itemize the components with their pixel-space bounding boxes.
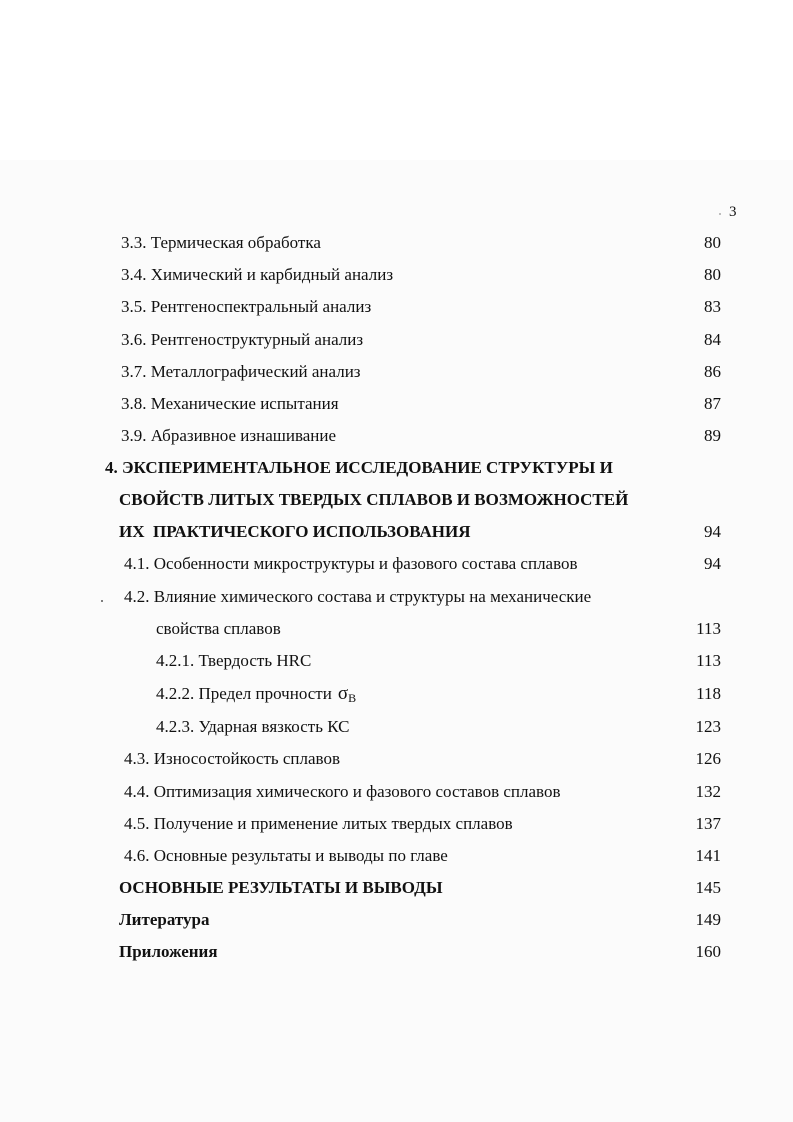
toc-entry-4-2-line1: 4.2. Влияние химического состава и структуры на механические [124, 587, 592, 606]
toc-chapter-4-line3: ИХ ПРАКТИЧЕСКОГО ИСПОЛЬЗОВАНИЯ [119, 522, 471, 541]
toc-entry-4-5: 4.5. Получение и применение литых твердых сплавов [124, 814, 513, 833]
toc-literature: Литература [119, 910, 210, 929]
toc-page-4-3: 126 [695, 749, 721, 768]
toc-page-appendices: 160 [695, 942, 721, 961]
toc-entry-4-6: 4.6. Основные результаты и выводы по главе [124, 846, 448, 865]
toc-page-4-5: 137 [695, 814, 721, 833]
scan-background [0, 160, 793, 1122]
toc-page-4-1: 94 [704, 554, 721, 573]
toc-entry-3-6: 3.6. Рентгеноструктурный анализ [121, 330, 364, 349]
toc-entry-4-2-line2: свойства сплавов [156, 619, 281, 638]
toc-entry-3-3: 3.3. Термическая обработка [121, 233, 321, 252]
toc-entry-4-2-1: 4.2.1. Твердость HRC [156, 651, 312, 670]
toc-entry-3-5: 3.5. Рентгеноспектральный анализ [121, 297, 372, 316]
toc-page-3-8: 87 [704, 394, 721, 413]
scan-speck [719, 213, 721, 215]
toc-entry-3-8: 3.8. Механические испытания [121, 394, 339, 413]
toc-entry-4-4: 4.4. Оптимизация химического и фазового составов сплавов [124, 782, 561, 801]
toc-page-4-2-1: 113 [696, 651, 721, 670]
toc-page-4-6: 141 [695, 846, 721, 865]
toc-page-3-7: 86 [704, 362, 721, 381]
toc-page-literature: 149 [695, 910, 721, 929]
toc-page-4-2: 113 [696, 619, 721, 638]
sigma-subscript: B [348, 691, 357, 705]
toc-chapter-4-line2: СВОЙСТВ ЛИТЫХ ТВЕРДЫХ СПЛАВОВ И ВОЗМОЖНОСТЕЙ [119, 490, 629, 509]
toc-chapter-4-line1: 4. ЭКСПЕРИМЕНТАЛЬНОЕ ИССЛЕДОВАНИЕ СТРУКТУРЫ И [105, 458, 613, 477]
toc-page-3-6: 84 [704, 330, 721, 349]
toc-conclusions: ОСНОВНЫЕ РЕЗУЛЬТАТЫ И ВЫВОДЫ [119, 878, 443, 897]
toc-appendices: Приложения [119, 942, 218, 961]
toc-entry-3-9: 3.9. Абразивное изнашивание [121, 426, 337, 445]
toc-page-3-9: 89 [704, 426, 721, 445]
toc-entry-4-2-3: 4.2.3. Ударная вязкость КС [156, 717, 350, 736]
toc-page-3-4: 80 [704, 265, 721, 284]
toc-page-chapter-4: 94 [704, 522, 721, 541]
page-number: 3 [729, 204, 737, 220]
toc-entry-4-2-2-text: 4.2.2. Предел прочности [156, 684, 332, 703]
toc-page-conclusions: 145 [695, 878, 721, 897]
toc-entry-4-3: 4.3. Износостойкость сплавов [124, 749, 340, 768]
toc-entry-3-4: 3.4. Химический и карбидный анализ [121, 265, 394, 284]
toc-entry-3-7: 3.7. Металлографический анализ [121, 362, 361, 381]
toc-page-4-2-2: 118 [696, 684, 721, 703]
toc-page-3-5: 83 [704, 297, 721, 316]
toc-page-4-4: 132 [695, 782, 721, 801]
sigma-symbol: σ [337, 683, 349, 704]
toc-page-3-3: 80 [704, 233, 721, 252]
scan-speck [101, 600, 103, 602]
toc-page-4-2-3: 123 [695, 717, 721, 736]
toc-entry-4-1: 4.1. Особенности микроструктуры и фазового состава сплавов [124, 554, 578, 573]
toc-entry-4-2-2 [156, 679, 356, 709]
